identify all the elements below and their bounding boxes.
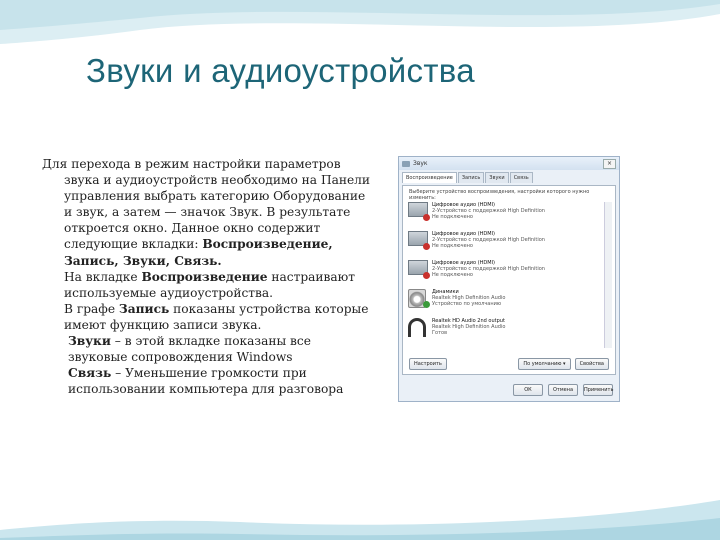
device-item[interactable] (408, 289, 586, 318)
close-icon[interactable]: × (603, 159, 616, 169)
device-name: Цифровое аудио (HDMI) (432, 231, 495, 237)
device-status: Не подключено (432, 243, 473, 249)
device-status: Устройство по умолчанию (432, 301, 502, 307)
device-desc: 2-Устройство с поддержкой High Definition (432, 237, 545, 243)
dialog-title: Звук (413, 160, 428, 167)
device-list (408, 202, 586, 348)
device-name: Цифровое аудио (HDMI) (432, 260, 495, 266)
bottom-wave-decoration (0, 460, 720, 540)
sounds-paragraph (42, 333, 372, 365)
playback-paragraph (42, 269, 372, 301)
panel-buttons (409, 358, 609, 370)
speaker-icon (402, 161, 410, 167)
tab-sounds[interactable]: Звуки (485, 172, 508, 183)
device-name: Realtek HD Audio 2nd output (432, 318, 505, 324)
tabs-list-bold: Воспроизведение, Запись, Звуки, Связь. (64, 237, 333, 268)
device-item[interactable] (408, 231, 586, 260)
dialog-titlebar (399, 157, 619, 170)
record-bold: Запись (118, 301, 170, 316)
device-item[interactable] (408, 202, 586, 231)
slide-body (42, 156, 372, 397)
comm-bold: Связь (68, 366, 112, 381)
record-prefix: В графе (64, 301, 119, 316)
device-status: Не подключено (432, 214, 473, 220)
record-paragraph (42, 301, 372, 333)
intro-paragraph (42, 156, 372, 269)
playback-prefix: На вкладке (64, 269, 142, 284)
cancel-button[interactable]: Отмена (548, 384, 578, 396)
playback-bold: Воспроизведение (141, 269, 268, 284)
comm-text: – Уменьшение громкости при использовании компьютера для разговора (68, 366, 344, 397)
device-item[interactable] (408, 260, 586, 289)
comm-paragraph (42, 365, 372, 397)
sound-dialog (398, 156, 620, 402)
device-desc: Realtek High Definition Audio (432, 324, 506, 330)
device-status: Не подключено (432, 272, 473, 278)
slide-title: Звуки и аудиоустройства (86, 52, 475, 89)
disconnected-badge-icon (423, 214, 430, 221)
properties-button[interactable]: Свойства (575, 358, 609, 370)
monitor-icon (408, 260, 428, 279)
panel-description: Выберите устройство воспроизведения, настройки которого нужно изменить: (409, 189, 590, 201)
disconnected-badge-icon (423, 272, 430, 279)
tab-playback[interactable]: Воспроизведение (402, 172, 457, 183)
disconnected-badge-icon (423, 243, 430, 250)
device-list-scrollbar[interactable] (604, 202, 612, 348)
tab-communications[interactable]: Связь (510, 172, 533, 183)
device-name: Цифровое аудио (HDMI) (432, 202, 495, 208)
headphones-icon (408, 318, 428, 337)
apply-button[interactable]: Применить (583, 384, 613, 396)
dialog-buttons (513, 384, 613, 396)
sounds-text: – в этой вкладке показаны все звуковые сопровождения Windows (68, 334, 311, 365)
speaker-icon (408, 289, 428, 308)
device-name: Динамики (432, 289, 459, 295)
configure-button[interactable]: Настроить (409, 358, 447, 370)
device-desc: 2-Устройство с поддержкой High Definition (432, 208, 545, 214)
device-desc: Realtek High Definition Audio (432, 295, 506, 301)
record-text: показаны устройства которые имеют функцию записи звука. (64, 301, 369, 332)
dialog-tabs (399, 170, 619, 183)
monitor-icon (408, 202, 428, 221)
tab-recording[interactable]: Запись (458, 172, 484, 183)
device-item[interactable] (408, 318, 586, 347)
device-desc: 2-Устройство с поддержкой High Definition (432, 266, 545, 272)
playback-panel (402, 185, 616, 375)
set-default-button[interactable]: По умолчанию ▾ (518, 358, 570, 370)
ok-button[interactable]: ОК (513, 384, 543, 396)
device-status: Готов (432, 330, 448, 336)
default-check-badge-icon (423, 301, 430, 308)
sounds-bold: Звуки (68, 334, 111, 349)
playback-text: настраивают используемые аудиоустройства. (64, 269, 356, 300)
intro-text: Для перехода в режим настройки параметров звука и аудиоустройств необходимо на Панели управления выбрать категорию Оборудование и звук, а затем — значок Звук. В результате откроется окно. Данное окно содержит следующие вкладки: (42, 157, 371, 252)
monitor-icon (408, 231, 428, 250)
